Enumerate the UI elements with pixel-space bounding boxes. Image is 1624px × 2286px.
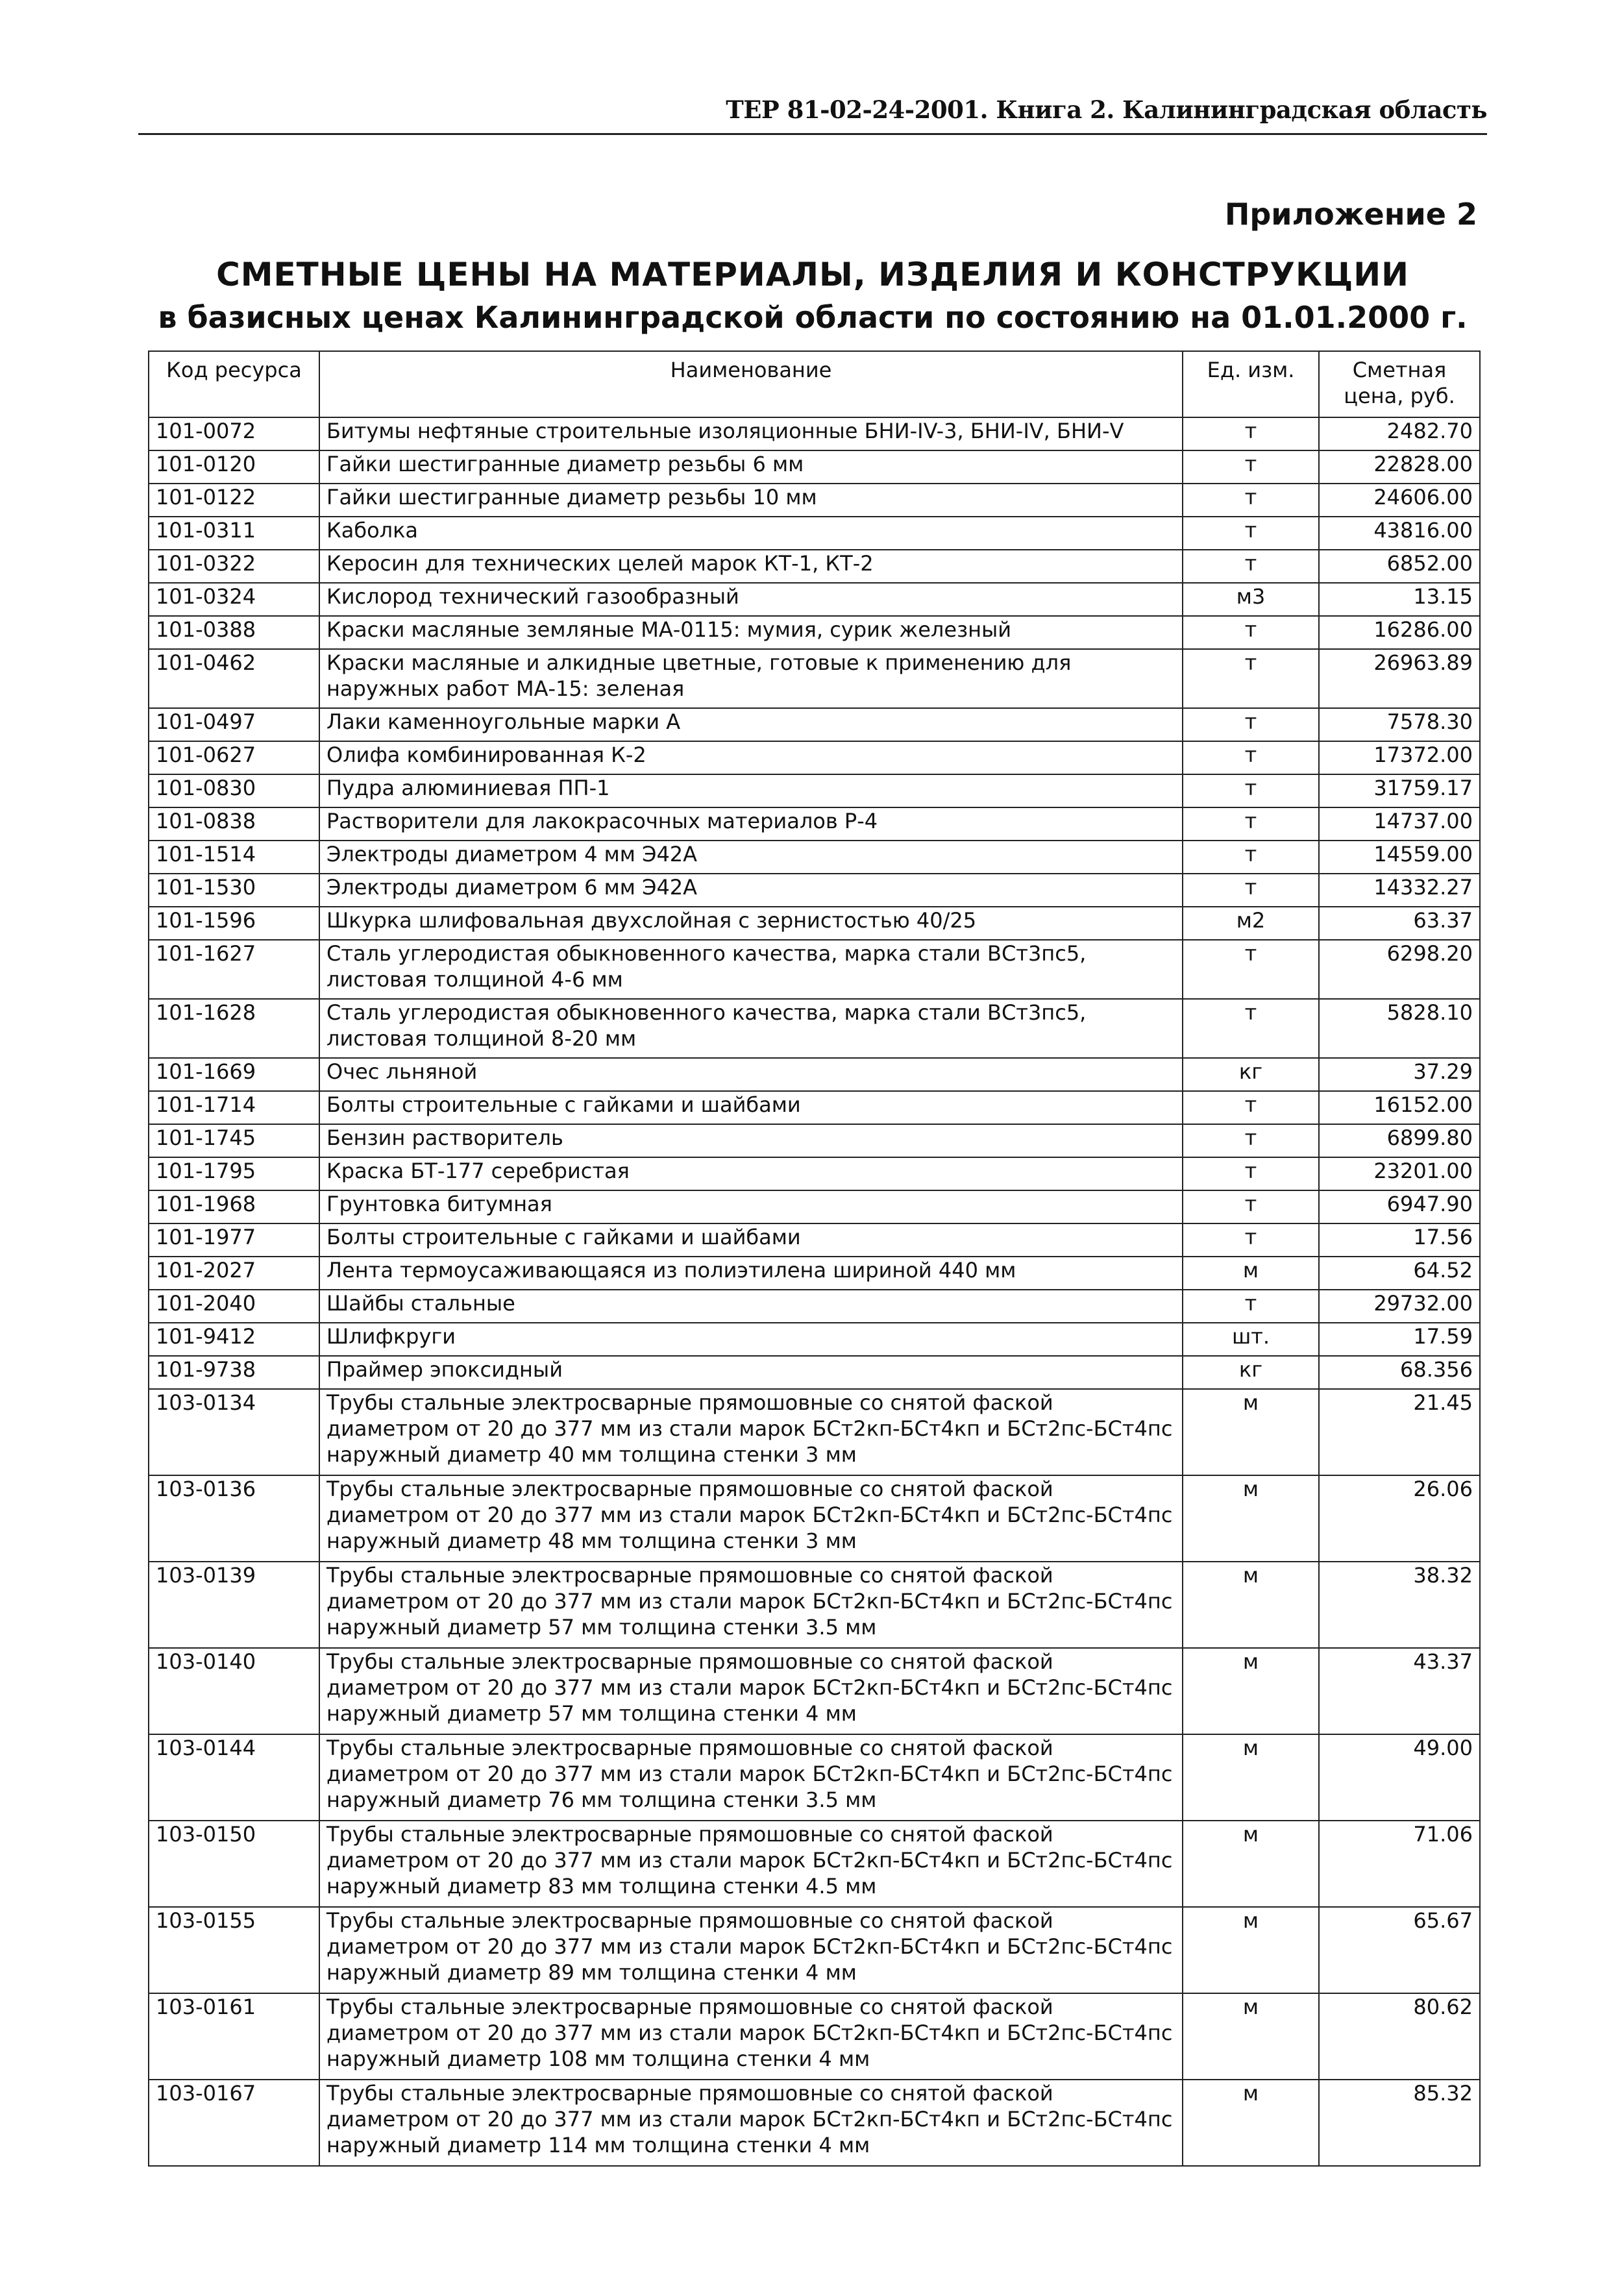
table-row <box>149 940 1480 999</box>
price: 5828.10 <box>1319 999 1480 1058</box>
unit: т <box>1183 1124 1319 1157</box>
resource-name: Шлифкруги <box>319 1323 1183 1356</box>
table-row <box>149 1257 1480 1290</box>
resource-name: Краска БТ-177 серебристая <box>319 1157 1183 1190</box>
table-row <box>149 550 1480 583</box>
resource-code: 103-0155 <box>149 1907 319 1993</box>
unit: т <box>1183 940 1319 999</box>
header-price-line2: цена, руб. <box>1344 384 1455 408</box>
unit: м <box>1183 1993 1319 2080</box>
resource-name: Гайки шестигранные диаметр резьбы 10 мм <box>319 484 1183 517</box>
unit: т <box>1183 708 1319 741</box>
price: 80.62 <box>1319 1993 1480 2080</box>
price: 26963.89 <box>1319 649 1480 708</box>
table-row <box>149 999 1480 1058</box>
resource-code: 101-0311 <box>149 517 319 550</box>
resource-code: 101-2027 <box>149 1257 319 1290</box>
resource-name: Трубы стальные электросварные прямошовные со снятой фаской диаметром от 20 до 377 мм из стали марок БСт2кп-БСт4кп и БСт2пс-БСт4пс наружный диаметр 40 мм толщина стенки 3 мм <box>319 1389 1183 1475</box>
resource-name: Электроды диаметром 4 мм Э42А <box>319 841 1183 874</box>
unit: т <box>1183 1190 1319 1223</box>
unit: т <box>1183 774 1319 807</box>
price: 68.356 <box>1319 1356 1480 1389</box>
unit: м <box>1183 1257 1319 1290</box>
header-price-line1: Сметная <box>1352 358 1447 382</box>
resource-code: 101-2040 <box>149 1290 319 1323</box>
resource-name: Трубы стальные электросварные прямошовные со снятой фаской диаметром от 20 до 377 мм из стали марок БСт2кп-БСт4кп и БСт2пс-БСт4пс наружный диаметр 114 мм толщина стенки 4 мм <box>319 2080 1183 2166</box>
price: 17.56 <box>1319 1223 1480 1257</box>
table-row <box>149 774 1480 807</box>
unit: шт. <box>1183 1323 1319 1356</box>
resource-name: Болты строительные с гайками и шайбами <box>319 1223 1183 1257</box>
resource-name: Трубы стальные электросварные прямошовные со снятой фаской диаметром от 20 до 377 мм из стали марок БСт2кп-БСт4кп и БСт2пс-БСт4пс наружный диаметр 76 мм толщина стенки 3.5 мм <box>319 1734 1183 1821</box>
resource-name: Гайки шестигранные диаметр резьбы 6 мм <box>319 450 1183 484</box>
unit: т <box>1183 1290 1319 1323</box>
price: 6899.80 <box>1319 1124 1480 1157</box>
table-row <box>149 1389 1480 1475</box>
price: 17.59 <box>1319 1323 1480 1356</box>
resource-name: Трубы стальные электросварные прямошовные со снятой фаской диаметром от 20 до 377 мм из стали марок БСт2кп-БСт4кп и БСт2пс-БСт4пс наружный диаметр 89 мм толщина стенки 4 мм <box>319 1907 1183 1993</box>
table-row <box>149 708 1480 741</box>
table-row <box>149 450 1480 484</box>
unit: м <box>1183 2080 1319 2166</box>
price: 14737.00 <box>1319 807 1480 841</box>
table-row <box>149 841 1480 874</box>
resource-code: 101-0324 <box>149 583 319 616</box>
price: 14332.27 <box>1319 874 1480 907</box>
resource-code: 103-0150 <box>149 1821 319 1907</box>
running-header: ТЕР 81-02-24-2001. Книга 2. Калининградская область <box>726 95 1487 124</box>
resource-code: 101-0462 <box>149 649 319 708</box>
table-row <box>149 1124 1480 1157</box>
table-row <box>149 1821 1480 1907</box>
table-row <box>149 649 1480 708</box>
table-row <box>149 1648 1480 1734</box>
resource-name: Пудра алюминиевая ПП-1 <box>319 774 1183 807</box>
resource-code: 101-1530 <box>149 874 319 907</box>
table-row <box>149 807 1480 841</box>
resource-code: 101-1628 <box>149 999 319 1058</box>
table-row <box>149 1190 1480 1223</box>
price: 85.32 <box>1319 2080 1480 2166</box>
price: 13.15 <box>1319 583 1480 616</box>
resource-code: 101-1968 <box>149 1190 319 1223</box>
unit: т <box>1183 1157 1319 1190</box>
unit: т <box>1183 1091 1319 1124</box>
unit: т <box>1183 450 1319 484</box>
resource-name: Сталь углеродистая обыкновенного качества, марка стали ВСт3пс5, листовая толщиной 4-6 мм <box>319 940 1183 999</box>
resource-code: 103-0167 <box>149 2080 319 2166</box>
table-header-row <box>149 351 1480 417</box>
price-table <box>148 350 1481 2167</box>
table-row <box>149 484 1480 517</box>
price: 7578.30 <box>1319 708 1480 741</box>
resource-code: 101-0322 <box>149 550 319 583</box>
resource-name: Трубы стальные электросварные прямошовные со снятой фаской диаметром от 20 до 377 мм из стали марок БСт2кп-БСт4кп и БСт2пс-БСт4пс наружный диаметр 108 мм толщина стенки 4 мм <box>319 1993 1183 2080</box>
resource-code: 101-1714 <box>149 1091 319 1124</box>
resource-code: 101-0122 <box>149 484 319 517</box>
header-price <box>1319 351 1480 417</box>
price: 29732.00 <box>1319 1290 1480 1323</box>
resource-name: Праймер эпоксидный <box>319 1356 1183 1389</box>
resource-code: 103-0134 <box>149 1389 319 1475</box>
resource-name: Краски масляные земляные МА-0115: мумия, сурик железный <box>319 616 1183 649</box>
price: 23201.00 <box>1319 1157 1480 1190</box>
table-row <box>149 417 1480 450</box>
price: 43.37 <box>1319 1648 1480 1734</box>
resource-code: 101-1514 <box>149 841 319 874</box>
document-title: СМЕТНЫЕ ЦЕНЫ НА МАТЕРИАЛЫ, ИЗДЕЛИЯ И КОНСТРУКЦИИ <box>216 256 1409 293</box>
unit: кг <box>1183 1058 1319 1091</box>
resource-name: Битумы нефтяные строительные изоляционные БНИ-IV-3, БНИ-IV, БНИ-V <box>319 417 1183 450</box>
unit: м <box>1183 1475 1319 1562</box>
unit: т <box>1183 417 1319 450</box>
table-body <box>149 417 1480 2166</box>
resource-name: Лента термоусаживающаяся из полиэтилена шириной 440 мм <box>319 1257 1183 1290</box>
resource-code: 103-0161 <box>149 1993 319 2080</box>
resource-name: Болты строительные с гайками и шайбами <box>319 1091 1183 1124</box>
unit: т <box>1183 841 1319 874</box>
resource-name: Шайбы стальные <box>319 1290 1183 1323</box>
resource-name: Трубы стальные электросварные прямошовные со снятой фаской диаметром от 20 до 377 мм из стали марок БСт2кп-БСт4кп и БСт2пс-БСт4пс наружный диаметр 83 мм толщина стенки 4.5 мм <box>319 1821 1183 1907</box>
table-row <box>149 1323 1480 1356</box>
unit: м3 <box>1183 583 1319 616</box>
price: 6852.00 <box>1319 550 1480 583</box>
price: 31759.17 <box>1319 774 1480 807</box>
price: 65.67 <box>1319 1907 1480 1993</box>
resource-code: 101-0072 <box>149 417 319 450</box>
header-code: Код ресурса <box>149 351 319 417</box>
price: 63.37 <box>1319 907 1480 940</box>
resource-name: Лаки каменноугольные марки А <box>319 708 1183 741</box>
price: 24606.00 <box>1319 484 1480 517</box>
header-rule <box>138 133 1487 135</box>
price: 49.00 <box>1319 1734 1480 1821</box>
resource-name: Очес льняной <box>319 1058 1183 1091</box>
unit: м <box>1183 1821 1319 1907</box>
resource-name: Грунтовка битумная <box>319 1190 1183 1223</box>
table-row <box>149 1907 1480 1993</box>
unit: т <box>1183 649 1319 708</box>
unit: т <box>1183 741 1319 774</box>
document-subtitle: в базисных ценах Калининградской области по состоянию на 01.01.2000 г. <box>158 300 1468 335</box>
resource-name: Краски масляные и алкидные цветные, готовые к применению для наружных работ МА-15: зеленая <box>319 649 1183 708</box>
price: 16152.00 <box>1319 1091 1480 1124</box>
resource-code: 103-0144 <box>149 1734 319 1821</box>
table-row <box>149 741 1480 774</box>
table-row <box>149 907 1480 940</box>
price: 6298.20 <box>1319 940 1480 999</box>
table-row <box>149 2080 1480 2166</box>
resource-name: Бензин растворитель <box>319 1124 1183 1157</box>
resource-code: 103-0136 <box>149 1475 319 1562</box>
unit: м <box>1183 1389 1319 1475</box>
unit: м <box>1183 1907 1319 1993</box>
resource-code: 103-0140 <box>149 1648 319 1734</box>
price: 16286.00 <box>1319 616 1480 649</box>
table-row <box>149 1058 1480 1091</box>
appendix-label: Приложение 2 <box>1224 197 1477 232</box>
price: 6947.90 <box>1319 1190 1480 1223</box>
price: 26.06 <box>1319 1475 1480 1562</box>
resource-code: 101-1669 <box>149 1058 319 1091</box>
unit: т <box>1183 484 1319 517</box>
resource-name: Электроды диаметром 6 мм Э42А <box>319 874 1183 907</box>
resource-code: 103-0139 <box>149 1562 319 1648</box>
table-row <box>149 1091 1480 1124</box>
table-row <box>149 1734 1480 1821</box>
unit: м <box>1183 1562 1319 1648</box>
table-row <box>149 874 1480 907</box>
unit: т <box>1183 517 1319 550</box>
price: 71.06 <box>1319 1821 1480 1907</box>
resource-name: Сталь углеродистая обыкновенного качества, марка стали ВСт3пс5, листовая толщиной 8-20 мм <box>319 999 1183 1058</box>
unit: т <box>1183 1223 1319 1257</box>
table-row <box>149 1475 1480 1562</box>
price: 22828.00 <box>1319 450 1480 484</box>
unit: т <box>1183 616 1319 649</box>
resource-code: 101-0830 <box>149 774 319 807</box>
resource-code: 101-1596 <box>149 907 319 940</box>
price: 21.45 <box>1319 1389 1480 1475</box>
resource-code: 101-1977 <box>149 1223 319 1257</box>
unit: т <box>1183 874 1319 907</box>
header-name: Наименование <box>319 351 1183 417</box>
resource-code: 101-1627 <box>149 940 319 999</box>
table-row <box>149 1993 1480 2080</box>
table-row <box>149 1157 1480 1190</box>
table-row <box>149 517 1480 550</box>
table-row <box>149 1562 1480 1648</box>
unit: т <box>1183 550 1319 583</box>
resource-name: Кислород технический газообразный <box>319 583 1183 616</box>
resource-name: Трубы стальные электросварные прямошовные со снятой фаской диаметром от 20 до 377 мм из стали марок БСт2кп-БСт4кп и БСт2пс-БСт4пс наружный диаметр 48 мм толщина стенки 3 мм <box>319 1475 1183 1562</box>
table-row <box>149 616 1480 649</box>
unit: м <box>1183 1648 1319 1734</box>
resource-name: Каболка <box>319 517 1183 550</box>
resource-code: 101-1745 <box>149 1124 319 1157</box>
resource-name: Трубы стальные электросварные прямошовные со снятой фаской диаметром от 20 до 377 мм из стали марок БСт2кп-БСт4кп и БСт2пс-БСт4пс наружный диаметр 57 мм толщина стенки 4 мм <box>319 1648 1183 1734</box>
price: 17372.00 <box>1319 741 1480 774</box>
price: 37.29 <box>1319 1058 1480 1091</box>
table-row <box>149 1356 1480 1389</box>
price: 2482.70 <box>1319 417 1480 450</box>
price: 38.32 <box>1319 1562 1480 1648</box>
resource-code: 101-0388 <box>149 616 319 649</box>
resource-code: 101-0627 <box>149 741 319 774</box>
resource-name: Шкурка шлифовальная двухслойная с зернистостью 40/25 <box>319 907 1183 940</box>
resource-code: 101-1795 <box>149 1157 319 1190</box>
price: 14559.00 <box>1319 841 1480 874</box>
resource-code: 101-0838 <box>149 807 319 841</box>
price: 64.52 <box>1319 1257 1480 1290</box>
unit: т <box>1183 999 1319 1058</box>
table-row <box>149 583 1480 616</box>
price: 43816.00 <box>1319 517 1480 550</box>
unit: т <box>1183 807 1319 841</box>
resource-name: Растворители для лакокрасочных материалов Р-4 <box>319 807 1183 841</box>
resource-code: 101-0497 <box>149 708 319 741</box>
resource-name: Олифа комбинированная К-2 <box>319 741 1183 774</box>
header-unit: Ед. изм. <box>1183 351 1319 417</box>
resource-code: 101-9738 <box>149 1356 319 1389</box>
resource-name: Керосин для технических целей марок КТ-1, КТ-2 <box>319 550 1183 583</box>
resource-code: 101-0120 <box>149 450 319 484</box>
unit: кг <box>1183 1356 1319 1389</box>
resource-name: Трубы стальные электросварные прямошовные со снятой фаской диаметром от 20 до 377 мм из стали марок БСт2кп-БСт4кп и БСт2пс-БСт4пс наружный диаметр 57 мм толщина стенки 3.5 мм <box>319 1562 1183 1648</box>
unit: м <box>1183 1734 1319 1821</box>
resource-code: 101-9412 <box>149 1323 319 1356</box>
unit: м2 <box>1183 907 1319 940</box>
table-row <box>149 1223 1480 1257</box>
table-row <box>149 1290 1480 1323</box>
